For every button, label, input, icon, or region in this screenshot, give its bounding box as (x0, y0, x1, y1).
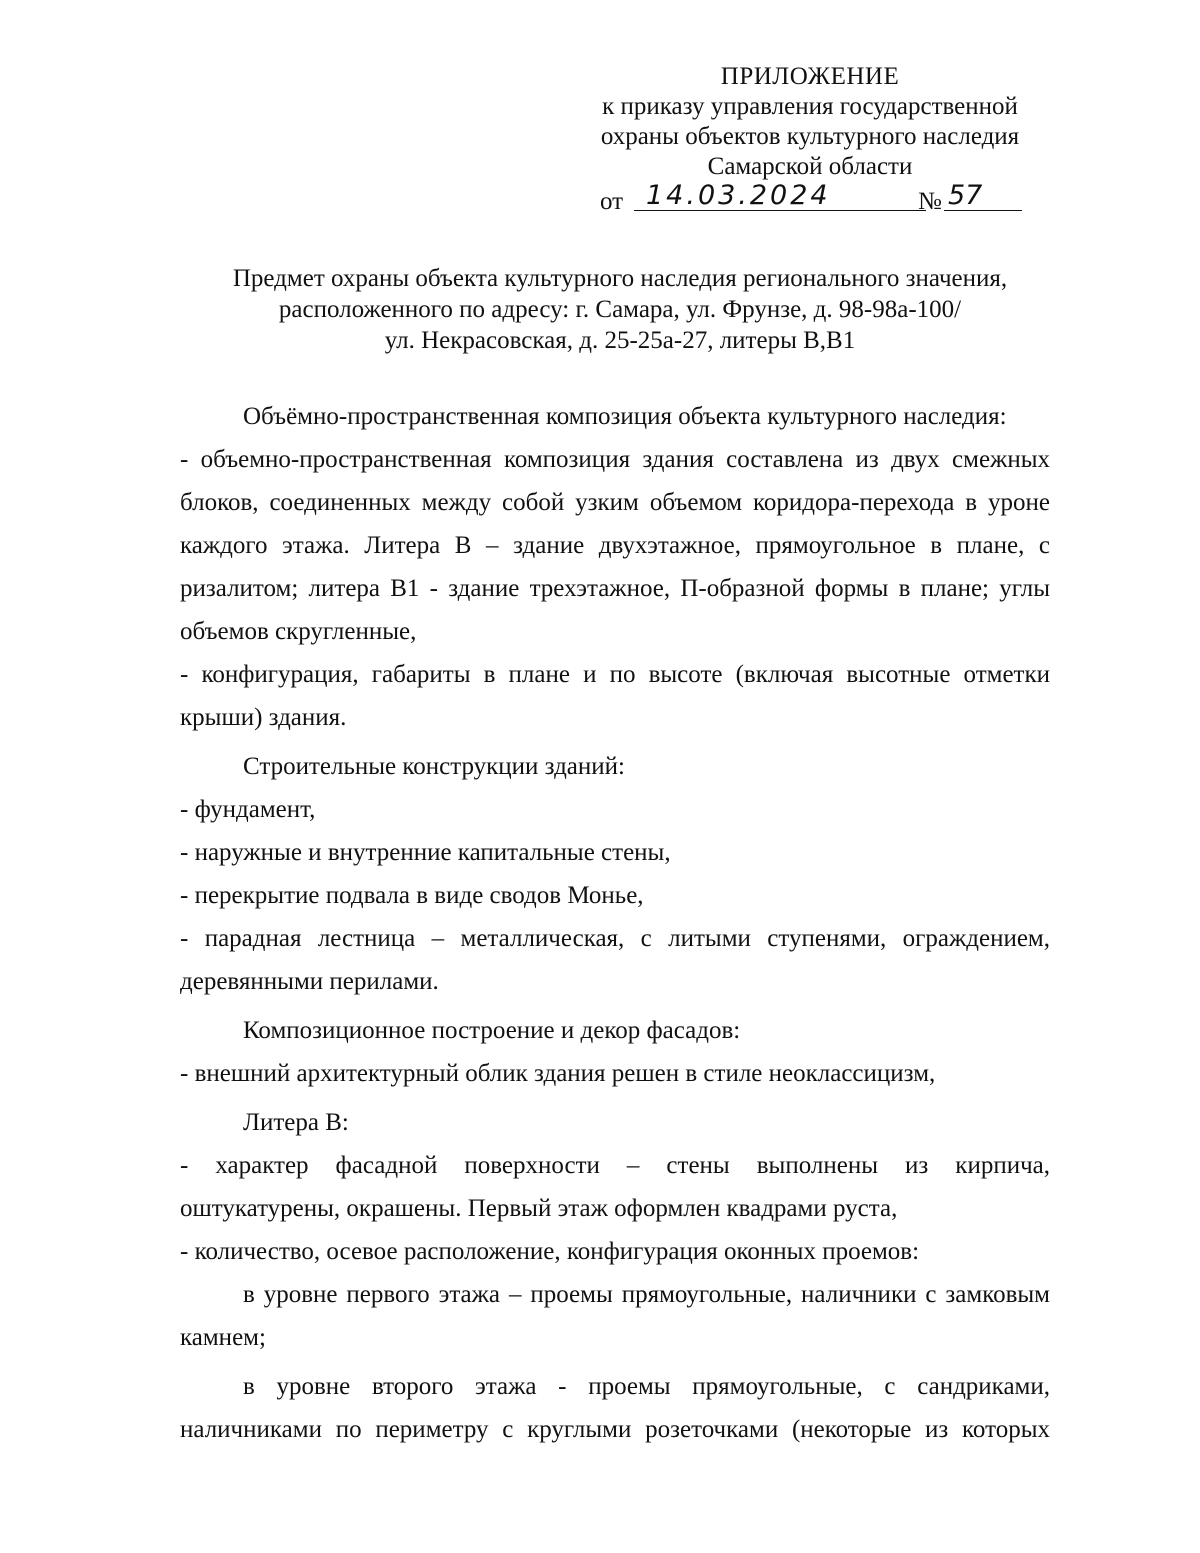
date-prefix: от (600, 188, 624, 215)
paragraph-structures-heading: Строительные конструкции зданий: (243, 753, 625, 780)
number-prefix: № (918, 188, 942, 215)
paragraph-spatial-composition-heading: Объёмно-пространственная композиция объекта культурного наследия: (243, 403, 1007, 430)
list-item-staircase: - парадная лестница – металлическая, с литыми ступенями, ограждением, деревянными перилами. (180, 925, 1050, 995)
handwritten-date: 14.03.2024 (634, 180, 926, 211)
list-item-window-openings: - количество, осевое расположение, конфигурация оконных проемов: (180, 1238, 920, 1265)
heading-line-1: Предмет охраны объекта культурного наследия регионального значения, (232, 265, 1008, 292)
appendix-header (580, 62, 1040, 182)
paragraph-spatial-composition: - объемно-пространственная композиция здания составлена из двух смежных блоков, соединенных между собой узким объемом коридора-перехода в уроне каждого этажа. Литера В – здание двухэтажное, прямоугольное в плане, с ризалитом; литера В1 - здание трехэтажное, П-образной формы в плане; углы объемов скругленные, (180, 446, 1050, 645)
header-line-1: к приказу управления государственной (602, 93, 1018, 120)
handwritten-order-number: 57 (944, 180, 1022, 211)
document-body (180, 395, 1050, 1451)
list-item-facade-surface: - характер фасадной поверхности – стены выполнены из кирпича, оштукатурены, окрашены. Первый этаж оформлен квадрами руста, (180, 1152, 1050, 1222)
appendix-title: ПРИЛОЖЕНИЕ (720, 63, 900, 90)
list-item-basement-vaults: - перекрытие подвала в виде сводов Монье, (180, 882, 644, 909)
paragraph-facade-heading: Композиционное построение и декор фасадов: (243, 1017, 741, 1044)
header-line-2: охраны объектов культурного наследия (600, 123, 1020, 150)
order-date-number-line (600, 180, 1030, 214)
header-line-3: Самарской области (707, 153, 913, 180)
list-item-foundation: - фундамент, (180, 796, 316, 823)
list-item-architectural-style: - внешний архитектурный облик здания решен в стиле неоклассицизм, (180, 1060, 936, 1087)
paragraph-litera-v-heading: Литера В: (243, 1109, 349, 1136)
paragraph-dimensions: - конфигурация, габариты в плане и по высоте (включая высотные отметки крыши) здания. (180, 661, 1050, 731)
paragraph-second-floor-windows: в уровне второго этажа - проемы прямоугольные, с сандриками, наличниками по периметру с круглыми розеточками (некоторые из которых (180, 1373, 1050, 1443)
heading-line-2: расположенного по адресу: г. Самара, ул. Фрунзе, д. 98-98а-100/ (278, 296, 962, 323)
document-heading (180, 263, 1060, 356)
list-item-walls: - наружные и внутренние капитальные стены, (180, 839, 671, 866)
paragraph-first-floor-windows: в уровне первого этажа – проемы прямоугольные, наличники с замковым камнем; (180, 1281, 1050, 1351)
heading-line-3: ул. Некрасовская, д. 25-25а-27, литеры В,В1 (384, 327, 856, 354)
